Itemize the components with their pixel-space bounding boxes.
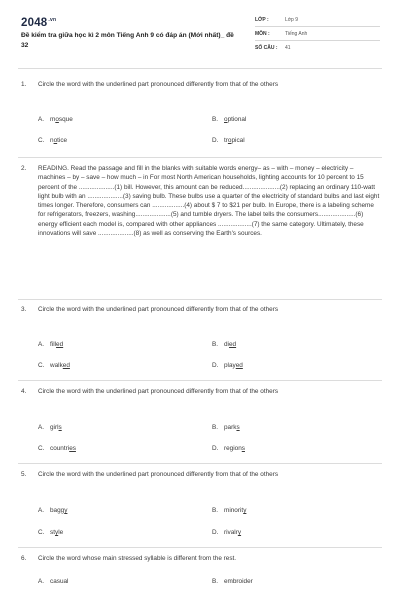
option-1c[interactable]: C. notice xyxy=(38,137,68,144)
question-text: Circle the word with the underlined part pronounced differently from that of the others xyxy=(38,388,279,395)
question-text: Circle the word with the underlined part pronounced differently from that of the others xyxy=(38,471,279,478)
option-1a[interactable]: A. mosque xyxy=(38,116,73,123)
option-4a[interactable]: A. girls xyxy=(38,424,62,431)
question-number: 1. xyxy=(21,81,27,88)
meta-label: LỚP : xyxy=(255,17,269,23)
meta-divider xyxy=(255,40,380,41)
logo-main: 2048 xyxy=(21,17,48,29)
meta-label: SỐ CÂU : xyxy=(255,45,278,51)
meta-value: Lớp 9 xyxy=(285,17,299,23)
header-divider xyxy=(18,68,382,69)
option-5c[interactable]: C. style xyxy=(38,529,64,536)
meta-class xyxy=(255,17,385,24)
question-number: 4. xyxy=(21,388,27,395)
option-1b[interactable]: B. optional xyxy=(212,116,247,123)
reading-passage: READING. Read the passage and fill in the blanks with suitable words energy– as – with – money – electricity – machines – by – save – how much – in For most North American households, lighting accounts for 10 percent to 15 percent of the ....................(1) bill. However, this amount can be reduced.....................(2) replacing an ordinary 110-watt light bulb with an ....................(3) saving bulb. These bulbs use a quarter of the electricity of standard bulbs and last eight times longer. Therefore, consumers can ..................(4) about $ 7 to $21 per bulb. In Europe, there is a labeling scheme for refrigerators, freezers, washing....................(5) and tumble dryers. The label tells the consumers.....................(6) energy efficient each model is, compared with other appliances ...................(7) the same category. Ultimately, these innovations will save ....................(8) as well as conserving the Earth's sources. xyxy=(38,165,380,237)
option-5d[interactable]: D. rivalry xyxy=(212,529,242,536)
option-4c[interactable]: C. countries xyxy=(38,445,76,452)
option-3b[interactable]: B. died xyxy=(212,341,237,348)
option-1d[interactable]: D. tropical xyxy=(212,137,245,144)
question-divider xyxy=(18,547,382,548)
document-title: Đề kiểm tra giữa học kì 2 môn Tiếng Anh 9 có đáp án (Mới nhất)_ đề 32 xyxy=(21,32,234,49)
option-5a[interactable]: A. baggy xyxy=(38,507,68,514)
question-2 xyxy=(21,164,379,289)
question-text: Circle the word whose main stressed syllable is different from the rest. xyxy=(38,555,237,562)
option-3a[interactable]: A. filled xyxy=(38,341,64,348)
option-4b[interactable]: B. parks xyxy=(212,424,240,431)
option-3c[interactable]: C. walked xyxy=(38,362,70,369)
question-number: 5. xyxy=(21,471,27,478)
meta-value: 41 xyxy=(285,45,291,51)
meta-subject xyxy=(255,31,385,38)
question-number: 3. xyxy=(21,306,27,313)
question-divider xyxy=(18,299,382,300)
meta-value: Tiếng Anh xyxy=(285,31,308,37)
document-header xyxy=(0,0,400,60)
logo-suffix: .vn xyxy=(48,17,57,24)
meta-label: MÔN : xyxy=(255,31,270,37)
meta-count xyxy=(255,45,385,52)
option-6a[interactable]: A. casual xyxy=(38,578,69,585)
option-4d[interactable]: D. regions xyxy=(212,445,245,452)
question-text: Circle the word with the underlined part pronounced differently from that of the others xyxy=(38,81,279,88)
question-divider xyxy=(18,463,382,464)
option-5b[interactable]: B. minority xyxy=(212,507,247,514)
question-number: 2. xyxy=(21,165,27,172)
question-number: 6. xyxy=(21,555,27,562)
question-divider xyxy=(18,380,382,381)
question-divider xyxy=(18,157,382,158)
option-6b[interactable]: B. embroider xyxy=(212,578,253,585)
option-3d[interactable]: D. played xyxy=(212,362,243,369)
meta-divider xyxy=(255,26,380,27)
site-logo[interactable] xyxy=(21,15,56,32)
question-text: Circle the word with the underlined part pronounced differently from that of the others xyxy=(38,306,279,313)
